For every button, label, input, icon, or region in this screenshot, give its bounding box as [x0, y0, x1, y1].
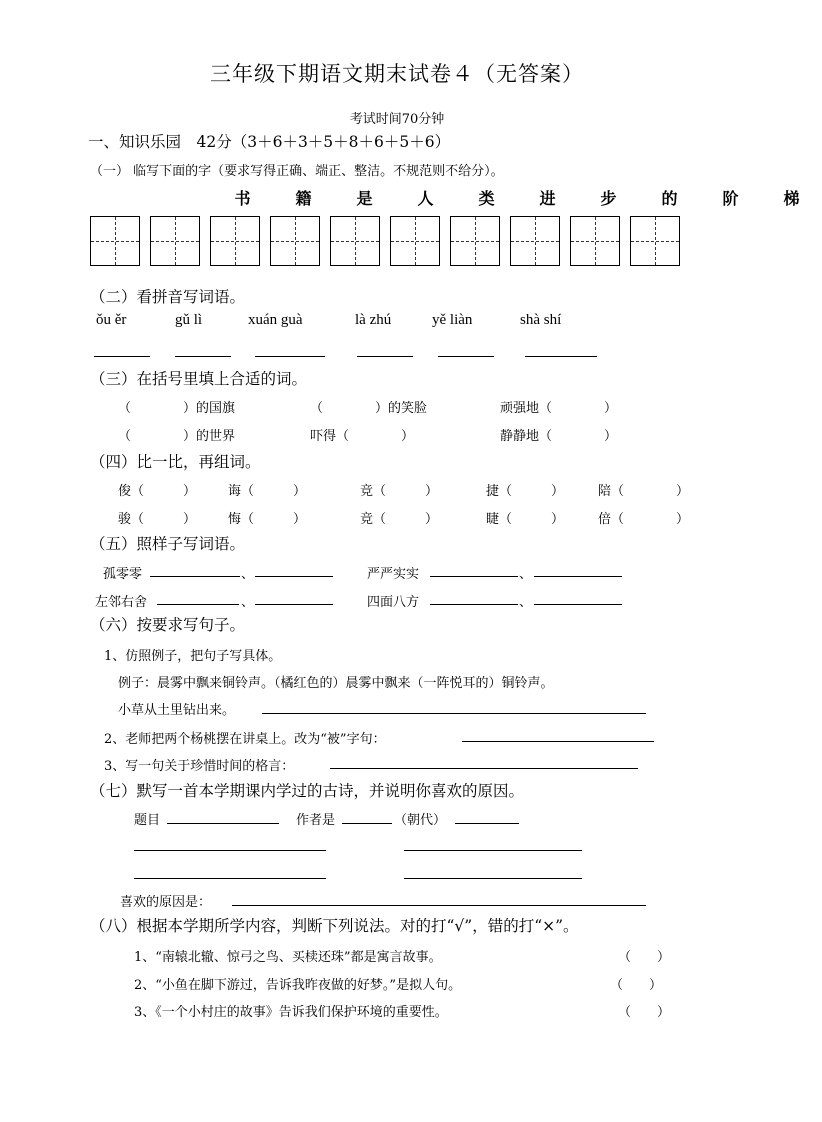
s3-item: （ ）的国旗	[118, 401, 236, 416]
separator: 、	[241, 595, 255, 610]
answer-line[interactable]	[175, 356, 231, 357]
s7-title-label: 题目	[134, 813, 161, 828]
pinyin-word: yě liàn	[432, 312, 473, 328]
s7-dynasty-label: （朝代）	[394, 813, 447, 828]
answer-line[interactable]	[167, 823, 279, 824]
s2-heading: （二）看拼音写词语。	[90, 288, 246, 306]
exam-time: 考试时间70分钟	[349, 112, 445, 127]
motto-char: 籍	[295, 189, 312, 208]
s3-item: 顽强地（ ）	[500, 401, 618, 416]
pinyin-word: gǔ lì	[175, 312, 203, 328]
judge-bracket[interactable]: （ ）	[618, 950, 671, 965]
motto-char: 进	[539, 189, 556, 208]
answer-line[interactable]	[534, 604, 622, 605]
separator: 、	[519, 567, 533, 582]
pinyin-word: xuán guà	[248, 312, 303, 328]
s4-item: 俊（ ）	[118, 484, 197, 499]
s7-heading: （七）默写一首本学期课内学过的古诗，并说明你喜欢的原因。	[90, 782, 525, 800]
answer-line[interactable]	[455, 823, 519, 824]
motto-char: 梯	[783, 189, 800, 208]
answer-line[interactable]	[462, 741, 654, 742]
page-title: 三年级下期语文期末试卷４（无答案）	[210, 62, 584, 86]
motto-char: 书	[234, 189, 251, 208]
part1-heading: 一、知识乐园 42分（3＋6＋3＋5＋8＋6＋5＋6）	[88, 133, 451, 151]
s3-heading: （三）在括号里填上合适的词。	[90, 370, 308, 388]
answer-line[interactable]	[525, 356, 597, 357]
s4-item: 骏（ ）	[118, 512, 197, 527]
motto-row	[212, 186, 822, 209]
answer-line[interactable]	[157, 604, 239, 605]
judge-bracket[interactable]: （ ）	[618, 1005, 671, 1020]
separator: 、	[241, 567, 255, 582]
s4-item: 倍（ ）	[598, 512, 690, 527]
s5-example-word: 孤零零	[103, 567, 143, 582]
poem-line[interactable]	[404, 850, 582, 851]
motto-char: 的	[661, 189, 678, 208]
s5-example-word: 四面八方	[367, 595, 420, 610]
writing-cell[interactable]	[270, 216, 320, 266]
answer-line[interactable]	[150, 576, 240, 577]
motto-char: 步	[600, 189, 617, 208]
motto-char: 阶	[722, 189, 739, 208]
s6-heading: （六）按要求写句子。	[90, 616, 246, 634]
answer-line[interactable]	[534, 576, 622, 577]
s3-item: （ ）的世界	[118, 429, 236, 444]
s4-item: 陪（ ）	[598, 484, 690, 499]
poem-line[interactable]	[404, 878, 582, 879]
judge-bracket[interactable]: （ ）	[610, 978, 663, 993]
writing-cell[interactable]	[330, 216, 380, 266]
s3-item: 吓得（ ）	[310, 429, 415, 444]
answer-line[interactable]	[94, 356, 150, 357]
s5-example-word: 严严实实	[367, 567, 420, 582]
writing-cell[interactable]	[90, 216, 140, 266]
s4-item: 睫（ ）	[486, 512, 565, 527]
motto-char: 人	[417, 189, 434, 208]
pinyin-word: shà shí	[520, 312, 562, 328]
answer-line[interactable]	[262, 713, 646, 714]
judge-item: 3、《一个小村庄的故事》告诉我们保护环境的重要性。	[134, 1005, 448, 1020]
s4-item: 捷（ ）	[486, 484, 565, 499]
s7-reason-label: 喜欢的原因是：	[120, 895, 212, 910]
answer-line[interactable]	[342, 823, 392, 824]
s3-item: （ ）的笑脸	[310, 401, 428, 416]
s1-heading: （一） 临写下面的字（要求写得正确、端正、整洁。不规范则不给分）。	[90, 164, 504, 179]
writing-cell[interactable]	[570, 216, 620, 266]
s4-heading: （四）比一比，再组词。	[90, 453, 261, 471]
motto-char: 是	[356, 189, 373, 208]
judge-item: 2、“小鱼在脚下游过，告诉我昨夜做的好梦。”是拟人句。	[134, 978, 462, 993]
writing-cell[interactable]	[510, 216, 560, 266]
s6-q1: 1、仿照例子，把句子写具体。	[104, 649, 282, 664]
writing-cell[interactable]	[390, 216, 440, 266]
s6-q1-task: 小草从土里钻出来。	[118, 703, 236, 718]
answer-line[interactable]	[438, 356, 494, 357]
writing-cell[interactable]	[450, 216, 500, 266]
s6-q2: 2、老师把两个杨桃摆在讲桌上。改为“被”字句：	[104, 732, 386, 747]
answer-line[interactable]	[255, 356, 325, 357]
answer-line[interactable]	[430, 604, 518, 605]
pinyin-word: là zhú	[355, 312, 392, 328]
s4-item: 悔（ ）	[228, 512, 307, 527]
s7-author-label: 作者是	[296, 813, 336, 828]
poem-line[interactable]	[134, 850, 326, 851]
answer-line[interactable]	[330, 768, 638, 769]
separator: 、	[519, 595, 533, 610]
s6-q3: 3、写一句关于珍惜时间的格言：	[104, 759, 295, 774]
answer-line[interactable]	[430, 576, 518, 577]
answer-line[interactable]	[255, 604, 333, 605]
s3-item: 静静地（ ）	[500, 429, 618, 444]
writing-cell[interactable]	[150, 216, 200, 266]
s4-item: 诲（ ）	[228, 484, 307, 499]
s4-item: 竞（ ）	[360, 512, 439, 527]
writing-cell[interactable]	[630, 216, 680, 266]
writing-cell[interactable]	[210, 216, 260, 266]
pinyin-word: ǒu ěr	[96, 312, 127, 328]
judge-item: 1、“南辕北辙、惊弓之鸟、买椟还珠”都是寓言故事。	[134, 950, 442, 965]
s8-heading: （八）根据本学期所学内容，判断下列说法。对的打“√”，错的打“×”。	[90, 917, 579, 935]
motto-char: 类	[478, 189, 495, 208]
s4-item: 竞（ ）	[360, 484, 439, 499]
s5-example-word: 左邻右舍	[95, 595, 148, 610]
answer-line[interactable]	[232, 905, 646, 906]
answer-line[interactable]	[255, 576, 333, 577]
poem-line[interactable]	[134, 878, 326, 879]
s6-example: 例子：晨雾中飘来铜铃声。（橘红色的）晨雾中飘来（一阵悦耳的）铜铃声。	[118, 676, 554, 691]
answer-line[interactable]	[357, 356, 413, 357]
s5-heading: （五）照样子写词语。	[90, 535, 246, 553]
